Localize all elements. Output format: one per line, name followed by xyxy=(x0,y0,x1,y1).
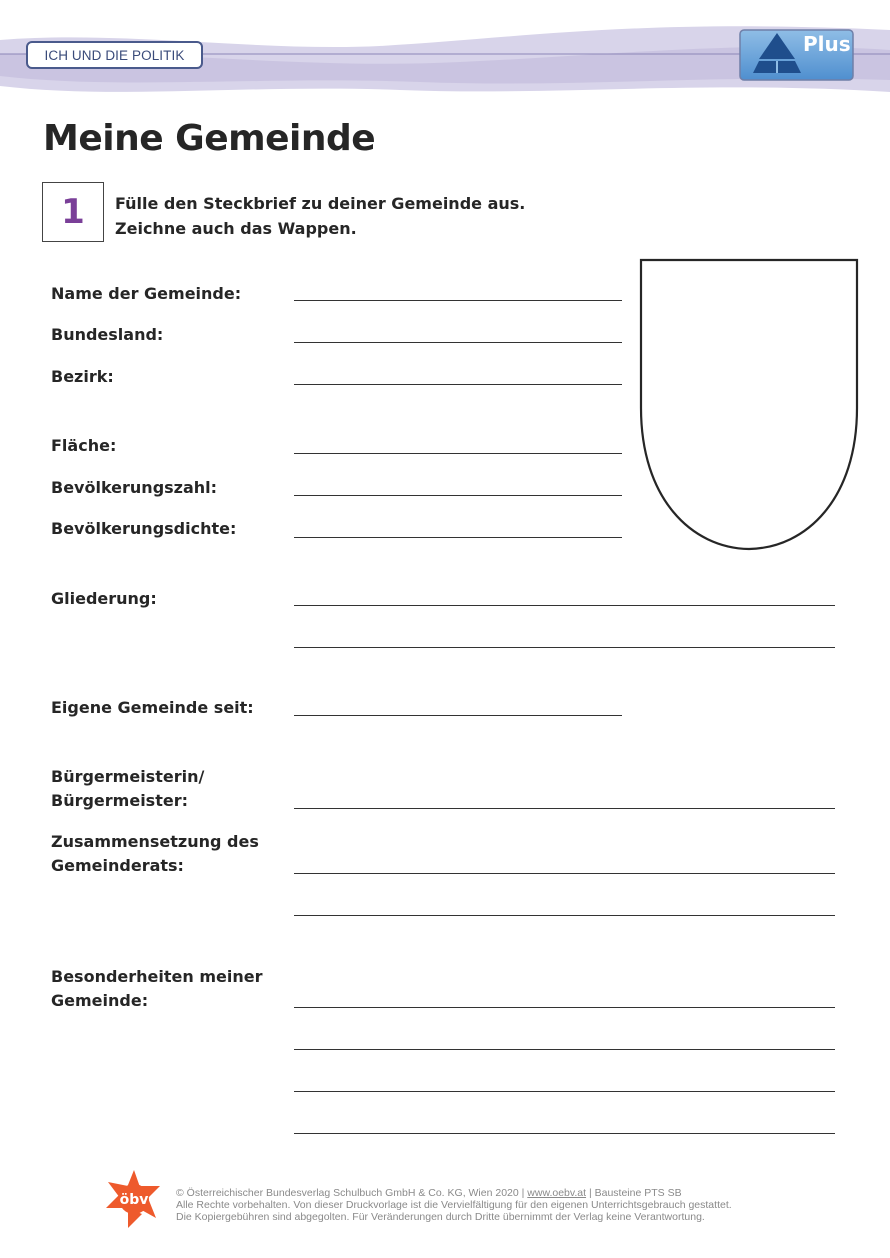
task-line-1: Fülle den Steckbrief zu deiner Gemeinde aus. xyxy=(115,194,526,213)
answer-line-flaeche[interactable] xyxy=(294,453,622,454)
footer-copyright xyxy=(176,1187,732,1223)
answer-line-bundesland[interactable] xyxy=(294,342,622,343)
answer-line-gliederung-2[interactable] xyxy=(294,647,835,648)
label-bezirk: Bezirk: xyxy=(51,367,114,386)
label-buergermeister xyxy=(51,765,204,813)
label-gliederung: Gliederung: xyxy=(51,589,157,608)
answer-line-besonderheiten-4[interactable] xyxy=(294,1133,835,1134)
task-line-2: Zeichne auch das Wappen. xyxy=(115,219,357,238)
label-seit: Eigene Gemeinde seit: xyxy=(51,698,254,717)
footer-line-1-pre: © Österreichischer Bundesverlag Schulbuch GmbH & Co. KG, Wien 2020 | xyxy=(176,1187,528,1199)
task-number-box xyxy=(42,182,104,242)
label-gemeinderat-line-2: Gemeinderats: xyxy=(51,856,184,875)
answer-line-gliederung-1[interactable] xyxy=(294,605,835,606)
label-bundesland: Bundesland: xyxy=(51,325,164,344)
footer-line-2: Alle Rechte vorbehalten. Von dieser Druckvorlage ist die Vervielfältigung für den eigenen Unterrichtsgebrauch gestattet. xyxy=(176,1199,732,1211)
task-instructions xyxy=(115,191,525,241)
answer-line-bevoelkerungszahl[interactable] xyxy=(294,495,622,496)
answer-line-bevoelkerungsdichte[interactable] xyxy=(294,537,622,538)
label-buergermeister-line-2: Bürgermeister: xyxy=(51,791,188,810)
label-bevoelkerungsdichte: Bevölkerungsdichte: xyxy=(51,519,237,538)
label-flaeche: Fläche: xyxy=(51,436,117,455)
topic-badge: ICH UND DIE POLITIK xyxy=(26,41,203,69)
label-buergermeister-line-1: Bürgermeisterin/ xyxy=(51,767,205,786)
label-besonderheiten-line-2: Gemeinde: xyxy=(51,991,149,1010)
answer-line-buergermeister[interactable] xyxy=(294,808,835,809)
answer-line-bezirk[interactable] xyxy=(294,384,622,385)
label-besonderheiten xyxy=(51,965,262,1013)
label-besonderheiten-line-1: Besonderheiten meiner xyxy=(51,967,263,986)
footer-line-1 xyxy=(176,1187,732,1199)
answer-line-name[interactable] xyxy=(294,300,622,301)
answer-line-besonderheiten-3[interactable] xyxy=(294,1091,835,1092)
answer-line-seit[interactable] xyxy=(294,715,622,716)
task-number: 1 xyxy=(61,192,85,232)
answer-line-gemeinderat-2[interactable] xyxy=(294,915,835,916)
label-bevoelkerungszahl: Bevölkerungszahl: xyxy=(51,478,218,497)
answer-line-besonderheiten-1[interactable] xyxy=(294,1007,835,1008)
label-gemeinderat xyxy=(51,830,259,878)
coat-of-arms-shield[interactable] xyxy=(639,258,859,552)
footer-line-3: Die Kopiergebühren sind abgegolten. Für Veränderungen durch Dritte übernimmt der Verlag keine Verantwortung. xyxy=(176,1211,705,1223)
answer-line-besonderheiten-2[interactable] xyxy=(294,1049,835,1050)
footer-line-1-post: | Bausteine PTS SB xyxy=(586,1187,682,1199)
answer-line-gemeinderat-1[interactable] xyxy=(294,873,835,874)
label-name: Name der Gemeinde: xyxy=(51,284,242,303)
page-title: Meine Gemeinde xyxy=(43,118,376,159)
label-gemeinderat-line-1: Zusammensetzung des xyxy=(51,832,259,851)
oebv-logo-text: öbv xyxy=(119,1192,149,1208)
plus-brand-label: Plus xyxy=(803,32,851,56)
oebv-logo-icon xyxy=(104,1168,164,1230)
footer-link[interactable]: www.oebv.at xyxy=(527,1187,587,1199)
